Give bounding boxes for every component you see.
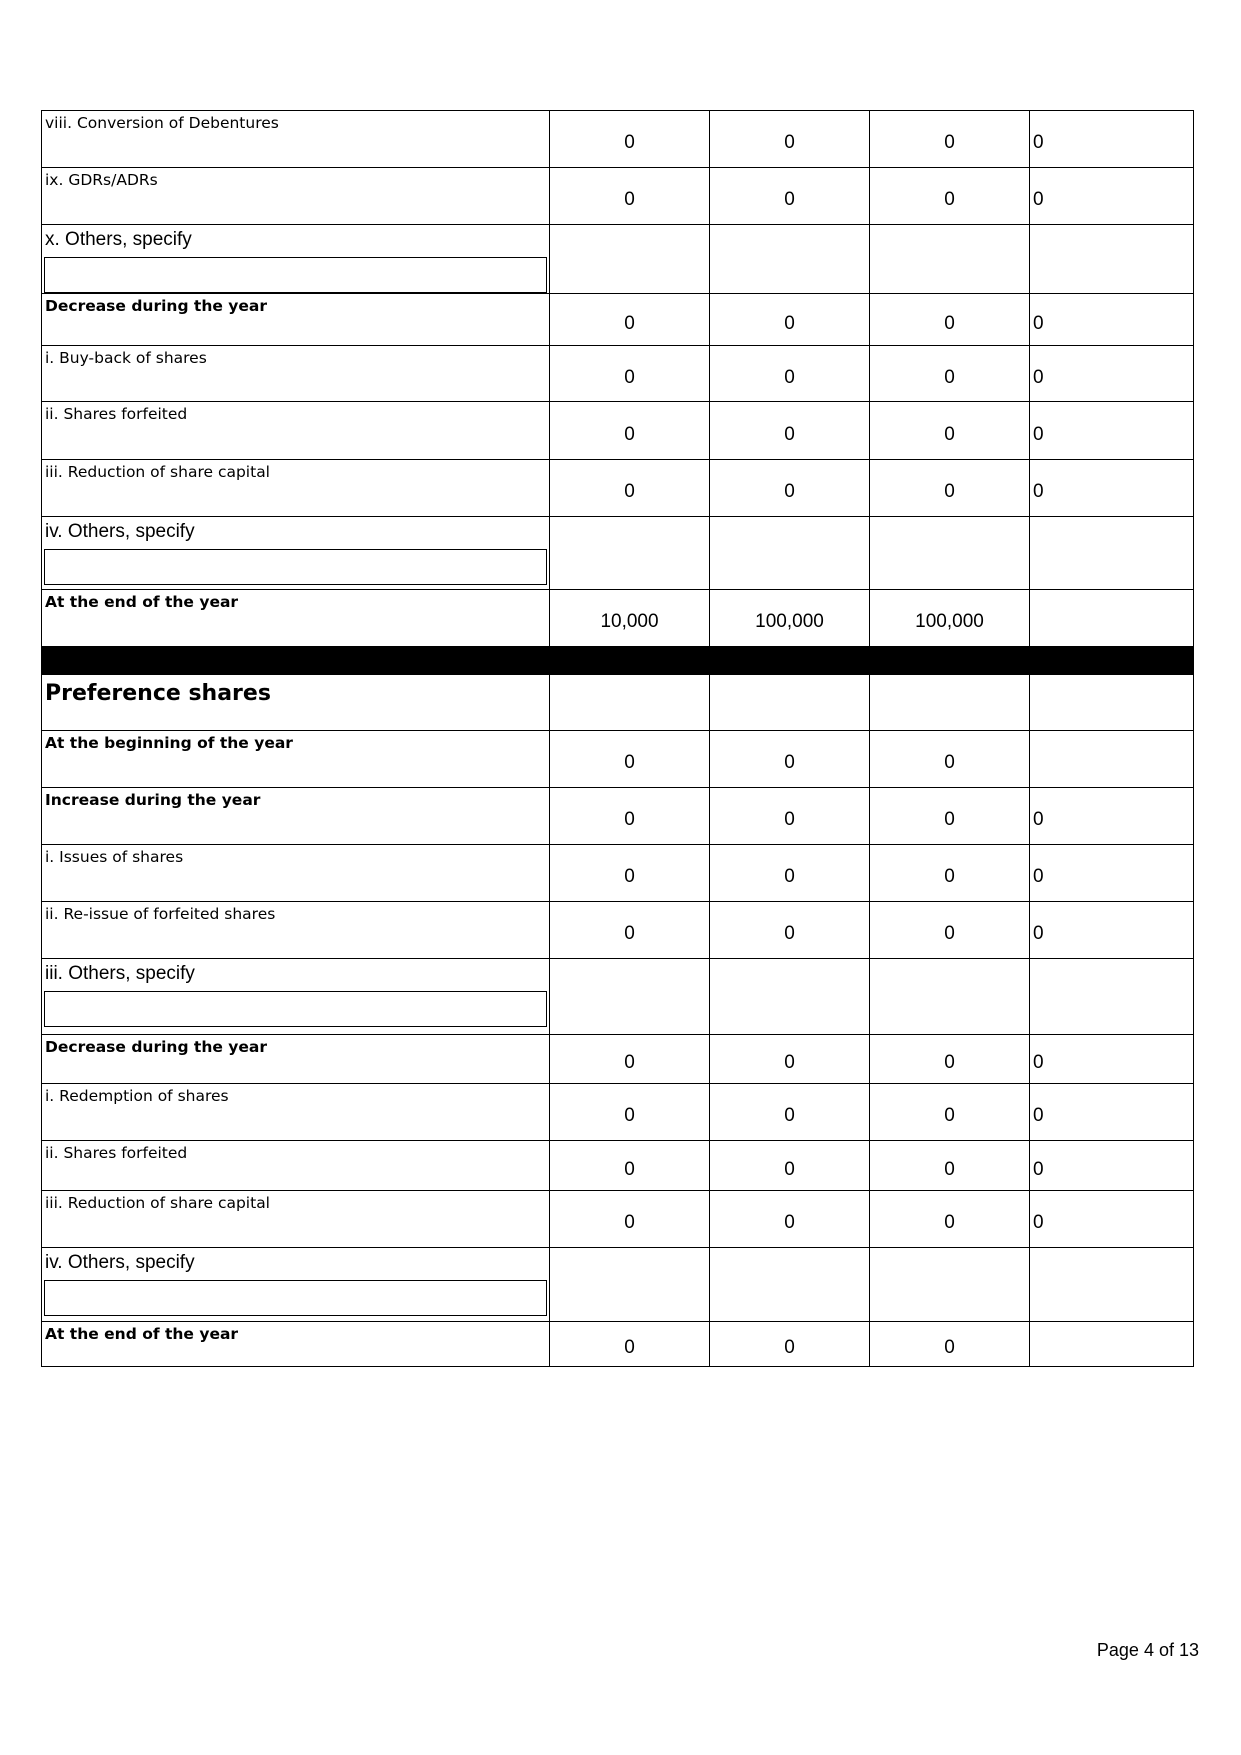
table-row	[42, 517, 1194, 590]
section-separator-bar	[42, 647, 1194, 675]
specify-input-box[interactable]	[44, 991, 547, 1027]
specify-input-box[interactable]	[44, 1280, 547, 1316]
row-label: Decrease during the year	[45, 1038, 268, 1056]
table-row	[42, 959, 1194, 1035]
value-cell-1	[550, 225, 710, 294]
value-cell-2: 0	[710, 168, 870, 225]
table-row	[42, 731, 1194, 788]
specify-input-box[interactable]	[44, 257, 547, 293]
value-cell-4: 0	[1030, 902, 1194, 959]
value-cell-4	[1030, 225, 1194, 294]
value-cell-4	[1030, 731, 1194, 788]
value-cell-1: 0	[550, 1084, 710, 1141]
table-row	[42, 225, 1194, 294]
row-label-cell	[42, 225, 550, 294]
row-label-cell	[42, 675, 550, 731]
value-cell-4: 0	[1030, 1084, 1194, 1141]
row-label-cell	[42, 111, 550, 168]
row-label-cell	[42, 460, 550, 517]
value-cell-3: 0	[870, 1191, 1030, 1248]
value-cell-4	[1030, 590, 1194, 647]
row-label: iv. Others, specify	[45, 1252, 195, 1273]
value-cell-4: 0	[1030, 845, 1194, 902]
row-label: At the end of the year	[45, 593, 239, 611]
value-cell-2: 0	[710, 460, 870, 517]
value-cell-4: 0	[1030, 788, 1194, 845]
value-cell-1	[550, 959, 710, 1035]
value-cell-3: 0	[870, 1084, 1030, 1141]
row-label: Decrease during the year	[45, 297, 268, 315]
row-label-cell	[42, 346, 550, 402]
row-label-cell	[42, 402, 550, 460]
value-cell-3: 0	[870, 731, 1030, 788]
value-cell-2: 0	[710, 1035, 870, 1084]
table-row	[42, 294, 1194, 346]
table-row	[42, 902, 1194, 959]
value-cell-2: 0	[710, 111, 870, 168]
value-cell-3: 0	[870, 402, 1030, 460]
specify-input-box[interactable]	[44, 549, 547, 585]
value-cell-2: 0	[710, 902, 870, 959]
table-row	[42, 788, 1194, 845]
table-row	[42, 1084, 1194, 1141]
row-label-cell	[42, 1248, 550, 1322]
value-cell-4: 0	[1030, 168, 1194, 225]
value-cell-4: 0	[1030, 402, 1194, 460]
row-label: i. Redemption of shares	[45, 1087, 229, 1105]
value-cell-3: 0	[870, 168, 1030, 225]
value-cell-2: 0	[710, 1084, 870, 1141]
table-row	[42, 675, 1194, 731]
share-capital-table	[41, 110, 1194, 1367]
value-cell-4: 0	[1030, 1035, 1194, 1084]
value-cell-3: 0	[870, 902, 1030, 959]
value-cell-3: 0	[870, 845, 1030, 902]
value-cell-1: 0	[550, 731, 710, 788]
row-label: i. Issues of shares	[45, 848, 184, 866]
value-cell-2: 0	[710, 1141, 870, 1191]
row-label-cell	[42, 731, 550, 788]
row-label: Preference shares	[45, 681, 271, 706]
table-row	[42, 647, 1194, 675]
value-cell-1: 0	[550, 402, 710, 460]
value-cell-3	[870, 517, 1030, 590]
value-cell-1: 10,000	[550, 590, 710, 647]
value-cell-2: 0	[710, 402, 870, 460]
value-cell-1: 0	[550, 1322, 710, 1367]
table-row	[42, 168, 1194, 225]
value-cell-2: 0	[710, 731, 870, 788]
row-label-cell	[42, 1191, 550, 1248]
table-row	[42, 402, 1194, 460]
row-label: iii. Reduction of share capital	[45, 1194, 270, 1212]
value-cell-1: 0	[550, 845, 710, 902]
value-cell-2: 0	[710, 845, 870, 902]
value-cell-2: 0	[710, 294, 870, 346]
value-cell-2	[710, 1248, 870, 1322]
value-cell-2: 0	[710, 346, 870, 402]
value-cell-4: 0	[1030, 111, 1194, 168]
row-label: iii. Reduction of share capital	[45, 463, 270, 481]
value-cell-2	[710, 675, 870, 731]
row-label: viii. Conversion of Debentures	[45, 114, 279, 132]
value-cell-3: 0	[870, 1322, 1030, 1367]
value-cell-1: 0	[550, 1035, 710, 1084]
row-label: ii. Shares forfeited	[45, 405, 188, 423]
table-row	[42, 1322, 1194, 1367]
page-number: Page 4 of 13	[1096, 1640, 1199, 1660]
row-label-cell	[42, 294, 550, 346]
table-row	[42, 1141, 1194, 1191]
value-cell-3: 100,000	[870, 590, 1030, 647]
value-cell-3: 0	[870, 460, 1030, 517]
value-cell-1: 0	[550, 111, 710, 168]
value-cell-4	[1030, 959, 1194, 1035]
value-cell-2: 0	[710, 788, 870, 845]
table-row	[42, 1191, 1194, 1248]
value-cell-1: 0	[550, 168, 710, 225]
row-label-cell	[42, 788, 550, 845]
value-cell-4	[1030, 1322, 1194, 1367]
value-cell-4: 0	[1030, 346, 1194, 402]
table-row	[42, 1248, 1194, 1322]
table-row	[42, 346, 1194, 402]
row-label-cell	[42, 959, 550, 1035]
table-row	[42, 1035, 1194, 1084]
value-cell-3	[870, 959, 1030, 1035]
value-cell-1	[550, 675, 710, 731]
row-label: iv. Others, specify	[45, 521, 195, 542]
value-cell-2: 0	[710, 1191, 870, 1248]
value-cell-1: 0	[550, 902, 710, 959]
value-cell-3: 0	[870, 346, 1030, 402]
value-cell-3: 0	[870, 788, 1030, 845]
value-cell-1: 0	[550, 1141, 710, 1191]
table-row	[42, 460, 1194, 517]
row-label-cell	[42, 517, 550, 590]
table-row	[42, 590, 1194, 647]
row-label: ii. Re-issue of forfeited shares	[45, 905, 276, 923]
row-label: At the end of the year	[45, 1325, 239, 1343]
value-cell-4: 0	[1030, 1141, 1194, 1191]
value-cell-4: 0	[1030, 294, 1194, 346]
value-cell-2: 0	[710, 1322, 870, 1367]
row-label: At the beginning of the year	[45, 734, 293, 752]
value-cell-1	[550, 517, 710, 590]
value-cell-1: 0	[550, 346, 710, 402]
value-cell-1: 0	[550, 294, 710, 346]
value-cell-2: 100,000	[710, 590, 870, 647]
value-cell-4	[1030, 517, 1194, 590]
row-label-cell	[42, 1084, 550, 1141]
value-cell-3	[870, 1248, 1030, 1322]
value-cell-4	[1030, 675, 1194, 731]
value-cell-1	[550, 1248, 710, 1322]
row-label-cell	[42, 590, 550, 647]
value-cell-4	[1030, 1248, 1194, 1322]
value-cell-2	[710, 959, 870, 1035]
value-cell-3: 0	[870, 111, 1030, 168]
value-cell-4: 0	[1030, 460, 1194, 517]
value-cell-1: 0	[550, 788, 710, 845]
row-label-cell	[42, 1141, 550, 1191]
table-row	[42, 845, 1194, 902]
row-label: i. Buy-back of shares	[45, 349, 207, 367]
row-label-cell	[42, 902, 550, 959]
row-label: ii. Shares forfeited	[45, 1144, 188, 1162]
value-cell-1: 0	[550, 1191, 710, 1248]
value-cell-3	[870, 225, 1030, 294]
value-cell-4: 0	[1030, 1191, 1194, 1248]
value-cell-3: 0	[870, 1035, 1030, 1084]
value-cell-2	[710, 225, 870, 294]
row-label-cell	[42, 845, 550, 902]
row-label-cell	[42, 1035, 550, 1084]
table-row	[42, 111, 1194, 168]
row-label: iii. Others, specify	[45, 963, 195, 984]
value-cell-3: 0	[870, 294, 1030, 346]
value-cell-3: 0	[870, 1141, 1030, 1191]
row-label: Increase during the year	[45, 791, 261, 809]
value-cell-1: 0	[550, 460, 710, 517]
row-label-cell	[42, 1322, 550, 1367]
row-label: x. Others, specify	[45, 229, 192, 250]
row-label: ix. GDRs/ADRs	[45, 171, 158, 189]
row-label-cell	[42, 168, 550, 225]
value-cell-3	[870, 675, 1030, 731]
value-cell-2	[710, 517, 870, 590]
